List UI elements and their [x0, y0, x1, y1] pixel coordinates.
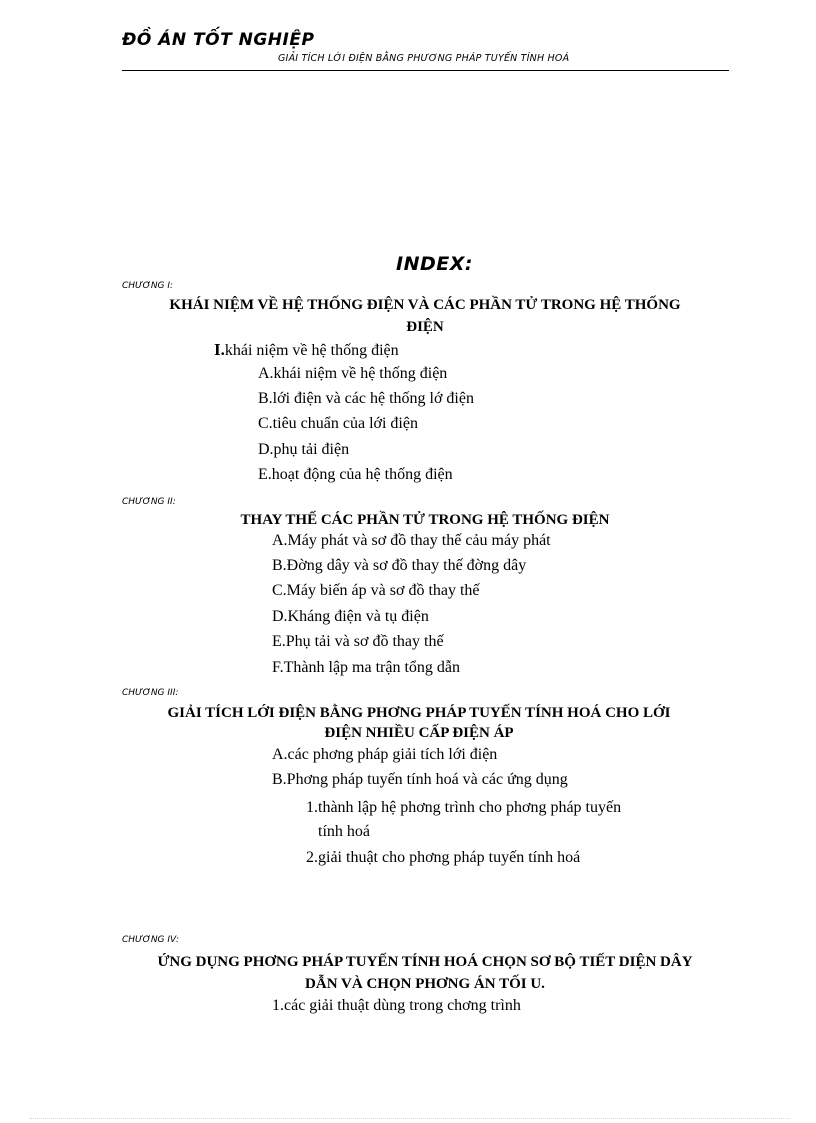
chapter-2-label: CHƯƠNG II: [122, 497, 176, 507]
chapter-4-label: CHƯƠNG IV: [122, 935, 179, 945]
chapter-2-item: C.Máy biến áp và sơ đồ thay thế [272, 582, 480, 599]
chapter-3-title-line1: GIẢI TÍCH LỚI ĐIỆN BẰNG PHƠNG PHÁP TUYẾN TÍNH HOÁ CHO LỚI [167, 705, 671, 721]
chapter-3-item: A.các phơng pháp giải tích lới điện [272, 746, 498, 763]
chapter-4-title-line2: DẪN VÀ CHỌN PHƠNG ÁN TỐI U. [305, 976, 545, 992]
chapter-3-title-line2: ĐIỆN NHIỀU CẤP ĐIỆN ÁP [324, 725, 514, 741]
chapter-1-section-text: khái niệm về hệ thống điện [224, 342, 399, 359]
chapter-3-subitem-continuation: tính hoá [318, 823, 370, 840]
chapter-1-section-number: I. [214, 340, 225, 359]
chapter-1-item: A.khái niệm về hệ thống điện [258, 365, 448, 382]
chapter-3-label: CHƯƠNG III: [122, 688, 179, 698]
page-bottom-border [30, 1118, 790, 1119]
chapter-3-subitem: 2.giải thuật cho phơng pháp tuyến tính hoá [306, 849, 581, 866]
chapter-1-item: C.tiêu chuẩn của lới điện [258, 415, 418, 432]
chapter-1-item: E.hoạt động của hệ thống điện [258, 466, 453, 483]
chapter-1-title-line2: ĐIỆN [406, 319, 444, 335]
chapter-1-title-line1: KHÁI NIỆM VỀ HỆ THỐNG ĐIỆN VÀ CÁC PHẦN TỬ TRONG HỆ THỐNG [169, 297, 681, 313]
chapter-2-item: D.Kháng điện và tụ điện [272, 608, 429, 625]
chapter-4-title-line1: ỨNG DỤNG PHƠNG PHÁP TUYẾN TÍNH HOÁ CHỌN SƠ BỘ TIẾT DIỆN DÂY [157, 954, 693, 970]
chapter-4-item: 1.các giải thuật dùng trong chơng trình [272, 997, 521, 1014]
chapter-2-item: A.Máy phát và sơ đồ thay thế cảu máy phát [272, 532, 551, 549]
chapter-3-item: B.Phơng pháp tuyến tính hoá và các ứng dụng [272, 771, 568, 788]
chapter-2-item: B.Đờng dây và sơ đồ thay thế đờng dây [272, 557, 527, 574]
chapter-1-label: CHƯƠNG I: [122, 281, 174, 291]
index-title: INDEX: [396, 253, 473, 275]
chapter-1-section [214, 340, 399, 360]
chapter-3-subitem: 1.thành lập hệ phơng trình cho phơng pháp tuyến [306, 799, 622, 816]
chapter-2-item: E.Phụ tải và sơ đồ thay thế [272, 633, 444, 650]
chapter-2-item: F.Thành lập ma trận tổng dẫn [272, 659, 461, 676]
document-header-subtitle: GIẢI TÍCH LỚI ĐIỆN BẰNG PHƯƠNG PHÁP TUYẾN TÍNH HOÁ [278, 53, 570, 64]
header-divider [122, 70, 729, 71]
chapter-1-item: D.phụ tải điện [258, 441, 350, 458]
chapter-1-item: B.lới điện và các hệ thống lớ điện [258, 390, 474, 407]
chapter-2-title: THAY THẾ CÁC PHẦN TỬ TRONG HỆ THỐNG ĐIỆN [240, 512, 610, 528]
document-header-title: ĐỒ ÁN TỐT NGHIỆP [122, 30, 315, 50]
